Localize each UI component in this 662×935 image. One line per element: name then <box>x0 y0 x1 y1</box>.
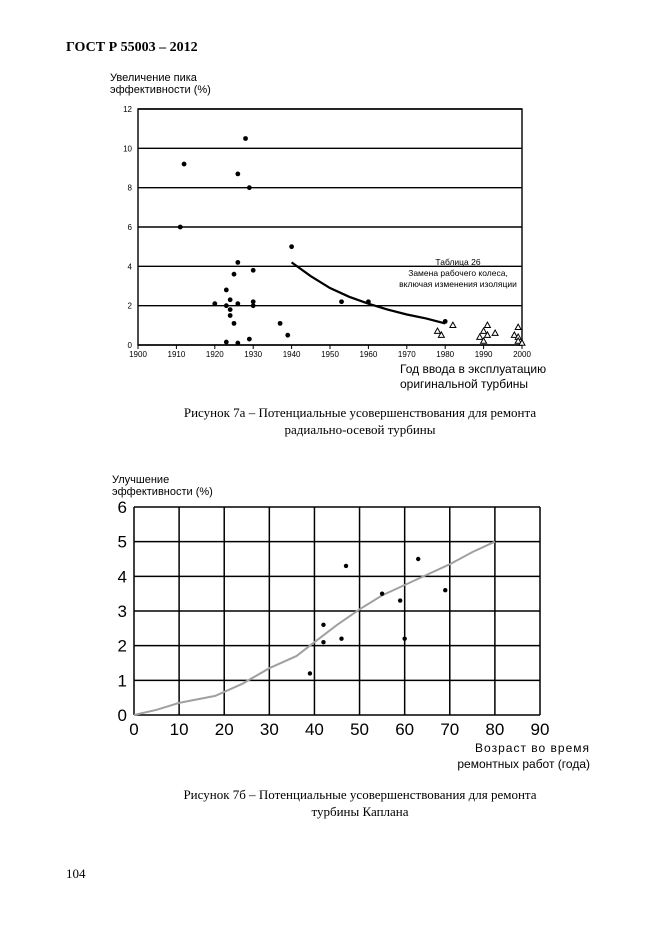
chart-b-point <box>380 591 384 595</box>
chart-b-ytick-label: 2 <box>117 636 127 656</box>
chart-b-point <box>308 671 312 675</box>
chart-b-point <box>443 588 447 592</box>
figure-b-caption-line2: турбины Каплана <box>311 804 409 819</box>
chart-a-xtick-label: 1960 <box>359 350 378 359</box>
chart-b-xtick-label: 10 <box>169 720 189 739</box>
document-header: ГОСТ Р 55003 – 2012 <box>66 40 198 55</box>
page-number: 104 <box>66 866 86 881</box>
chart-a-ytick-label: 12 <box>123 105 132 114</box>
chart-a-ytick-label: 8 <box>127 183 132 193</box>
chart-a-xlabel-line1: Год ввода в эксплуатацию <box>400 362 547 376</box>
chart-b-point <box>344 564 348 568</box>
chart-b-ylabel-line1: Улучшение <box>112 474 170 486</box>
chart-b-xtick-label: 20 <box>214 720 234 739</box>
chart-b-point <box>321 640 325 644</box>
chart-b-ytick-label: 4 <box>117 567 127 587</box>
chart-b-xtick-label: 90 <box>530 720 550 739</box>
chart-b-ytick-label: 3 <box>117 602 127 621</box>
chart-a-annotation-line: включая изменения изоляции <box>399 279 517 289</box>
chart-a-annotation-line: Замена рабочего колеса, <box>408 268 508 278</box>
chart-a-xtick-label: 2000 <box>513 350 531 359</box>
chart-a-ytick-label: 6 <box>127 223 132 232</box>
chart-b-ytick-label: 6 <box>117 498 127 517</box>
chart-b-xtick-label: 40 <box>304 720 324 739</box>
chart-b-xtick-label: 50 <box>350 720 370 739</box>
chart-a-ylabel-line2: эффективности (%) <box>110 84 211 96</box>
chart-b-ylabel-line2: эффективности (%) <box>112 486 213 498</box>
chart-a-xtick-label: 1930 <box>244 350 263 359</box>
chart-b-ytick-label: 5 <box>117 532 127 552</box>
chart-a-ytick-label: 4 <box>127 262 132 272</box>
chart-b-point <box>339 637 343 641</box>
chart-b-xtick-label: 80 <box>485 720 505 739</box>
chart-b-xtick-label: 60 <box>395 720 415 739</box>
chart-a-xtick-label: 1910 <box>167 350 186 359</box>
figure-a-caption-line1: Рисунок 7а – Потенциальные усовершенствования для ремонта <box>183 405 537 420</box>
chart-a-xtick-label: 1950 <box>321 350 339 359</box>
chart-b-point <box>398 598 402 602</box>
chart-a-xtick-label: 1940 <box>282 350 301 359</box>
figure-a-caption-line2: радиально-осевой турбины <box>284 422 436 437</box>
chart-a-xtick-label: 1900 <box>129 350 147 359</box>
chart-a-xtick-label: 1920 <box>205 350 224 359</box>
chart-b-xlabel-line2: ремонтных работ (года) <box>457 757 590 771</box>
chart-b-xtick-label: 0 <box>129 720 139 739</box>
chart-a-ytick-label: 0 <box>127 341 132 350</box>
chart-b-point <box>416 557 420 561</box>
chart-a-xtick-label: 1990 <box>474 350 493 359</box>
chart-b-point <box>321 623 325 627</box>
chart-a-annotation-line: Таблица 26 <box>435 257 481 267</box>
chart-b-ytick-label: 1 <box>117 671 127 691</box>
chart-b-point <box>402 637 406 641</box>
chart-a-ytick-label: 2 <box>127 301 132 311</box>
chart-b-xtick-label: 70 <box>440 720 460 739</box>
chart-b-xtick-label: 30 <box>259 720 279 739</box>
chart-a-xtick-label: 1970 <box>397 350 416 359</box>
chart-a-xtick-label: 1980 <box>436 350 455 359</box>
figure-b-caption-line1: Рисунок 7б – Потенциальные усовершенствования для ремонта <box>183 787 537 802</box>
chart-b-xlabel-line1: Возраст во время <box>475 741 590 755</box>
chart-a-xlabel-line2: оригинальной турбины <box>400 377 529 391</box>
chart-a-ylabel-line1: Увеличение пика <box>110 72 197 84</box>
chart-b-ytick-label: 0 <box>117 706 127 725</box>
chart-a-ytick-label: 10 <box>123 144 132 154</box>
